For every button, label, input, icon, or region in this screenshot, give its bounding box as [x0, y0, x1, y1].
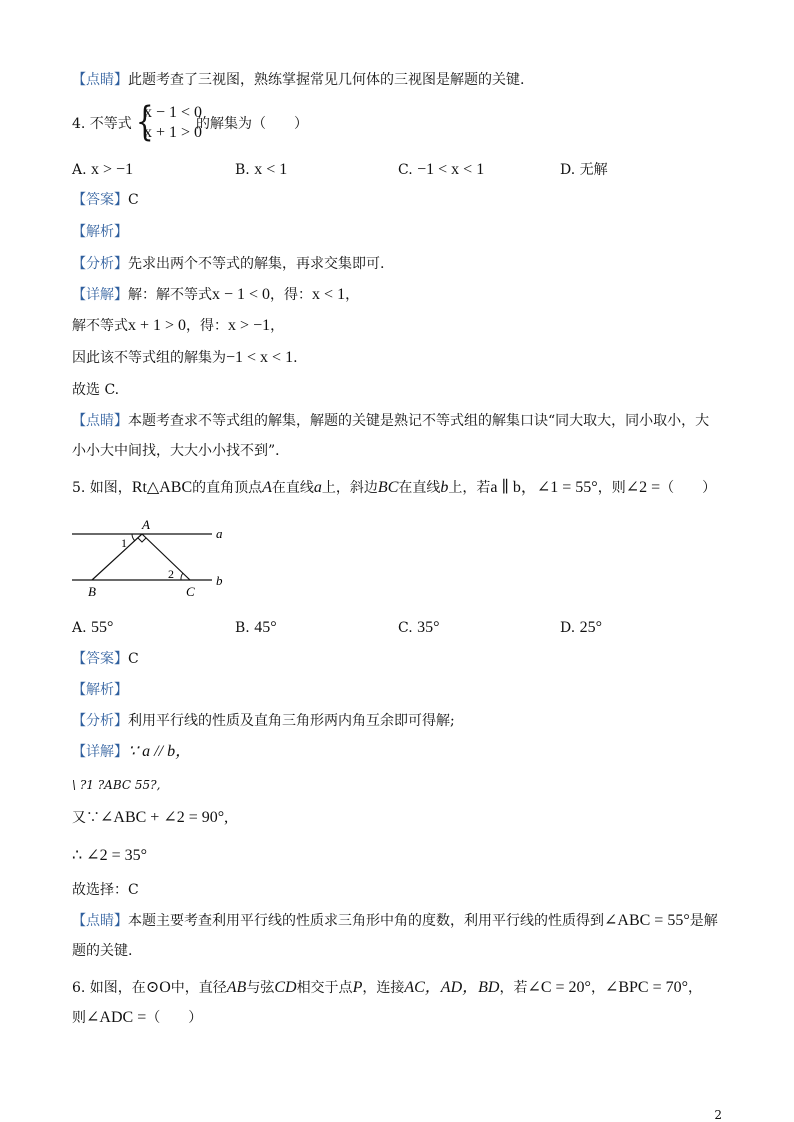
- math: x − 1 < 0: [212, 286, 271, 303]
- tag-fenxi: 【分析】: [72, 256, 128, 272]
- angle1-arc: [132, 534, 135, 541]
- dianjing-text: 此题考查了三视图，熟练掌握常见几何体的三视图是解题的关键.: [128, 72, 525, 88]
- math: AC，AD，BD: [404, 979, 500, 996]
- right-angle-mark: [138, 538, 146, 542]
- text: 6. 如图，在: [72, 980, 146, 996]
- text: ，得：: [186, 318, 229, 334]
- q4-xiangjie-1: [72, 285, 359, 305]
- text: .: [293, 350, 298, 366]
- text: 中，直径: [170, 980, 227, 996]
- q4-dianjing-2: 小小大中间找，大大小小找不到”．: [72, 443, 290, 459]
- option-math: −1 < x < 1: [417, 161, 485, 178]
- text: 上，斜边: [321, 480, 378, 496]
- math: x + 1 > 0: [128, 317, 187, 334]
- q5-xiangjie-2: \ ?1 ?ABC 55?,: [72, 778, 161, 792]
- text: ，得：: [270, 287, 313, 303]
- math: ∠BPC = 70°: [604, 979, 689, 996]
- q5-option-a: [72, 618, 113, 638]
- text: （ ）: [660, 480, 717, 496]
- option-label: C.: [398, 162, 413, 178]
- text: 在直线: [271, 480, 314, 496]
- text: 与弦: [246, 980, 275, 996]
- q5-option-c: [398, 618, 440, 638]
- label-B: B: [88, 584, 96, 599]
- math: BC: [377, 479, 399, 496]
- option-label: A.: [72, 620, 87, 636]
- tag-answer: 【答案】: [72, 651, 128, 667]
- brace-glyph: {: [135, 99, 154, 145]
- math: ∴ ∠2 = 35°: [72, 847, 148, 864]
- tag-xiangjie: 【详解】: [72, 744, 128, 760]
- q5-xiangjie-3: [72, 808, 228, 828]
- tag-jiexi: 【解析】: [72, 682, 128, 698]
- q4-dianjing-1: [72, 411, 709, 431]
- text: ，若: [499, 980, 528, 996]
- fenxi-text: 先求出两个不等式的解集，再求交集即可.: [128, 256, 385, 272]
- q4-stem-tail: 的解集为（ ）: [196, 116, 308, 132]
- q5-guxuan: 故选择：C: [72, 882, 139, 898]
- text: ，: [345, 287, 360, 303]
- q4-number: 4. 不等式: [72, 116, 132, 132]
- q4-row2: x + 1 > 0: [144, 124, 203, 141]
- text: ，: [270, 318, 285, 334]
- tag-jiexi: 【解析】: [72, 224, 128, 240]
- math: ∵ a // b，: [128, 743, 192, 760]
- math: ∠ABC + ∠2 = 90°,: [100, 809, 229, 826]
- q4-option-c: [398, 160, 484, 180]
- option-math: 25°: [579, 619, 603, 636]
- text: 在直线: [398, 480, 441, 496]
- q5-stem: [72, 478, 716, 498]
- q5-figure: [66, 512, 236, 604]
- angle2-arc: [181, 573, 183, 580]
- q5-jiexi: [72, 680, 128, 700]
- q4-option-b: [235, 160, 287, 180]
- answer-value: C: [128, 651, 139, 667]
- text: ，: [590, 980, 605, 996]
- text: ，则: [597, 480, 626, 496]
- math: CD: [274, 979, 297, 996]
- q4-xiangjie-2: [72, 316, 284, 336]
- math: AB: [226, 979, 247, 996]
- q5-dianjing-2: 题的关键.: [72, 943, 133, 959]
- math: ∠C = 20°: [527, 979, 591, 996]
- text: 上，若: [448, 480, 491, 496]
- q4-guxuan: 故选 C.: [72, 382, 120, 398]
- fenxi-text: 利用平行线的性质及直角三角形两内角互余即可得解;: [128, 713, 455, 729]
- option-math: 55°: [91, 619, 114, 636]
- tag-dianjing: 【点睛】: [72, 913, 128, 929]
- math: P: [352, 979, 363, 996]
- q4-inequality-system: [132, 99, 203, 145]
- text: 相交于点: [296, 980, 353, 996]
- math: b: [440, 479, 449, 496]
- q5-answer: [72, 649, 139, 669]
- tag-answer: 【答案】: [72, 192, 128, 208]
- q5-dianjing-1: [72, 911, 718, 931]
- math: ∠ADC =: [86, 1009, 147, 1026]
- q5-xiangjie-1: [72, 742, 191, 762]
- tag-dianjing: 【点睛】: [72, 72, 128, 88]
- q6-stem-2: [72, 1008, 202, 1028]
- text: （ ）: [146, 1010, 203, 1026]
- dianjing-line: [72, 70, 524, 90]
- q4-row1: x − 1 < 0: [144, 104, 203, 121]
- math: A: [262, 479, 272, 496]
- label-2: 2: [168, 567, 174, 581]
- tag-fenxi: 【分析】: [72, 713, 128, 729]
- math: −1 < x < 1: [226, 349, 294, 366]
- label-1: 1: [121, 536, 127, 550]
- q5-option-b: [235, 618, 277, 638]
- math: ⊙O: [145, 979, 171, 996]
- q4-answer: [72, 190, 139, 210]
- text: 因此该不等式组的解集为: [72, 350, 226, 366]
- math: x < 1: [312, 286, 346, 303]
- q5-xiangjie-4: [72, 846, 147, 866]
- text: 5. 如图，: [72, 480, 132, 496]
- math: Rt△ABC: [131, 479, 193, 496]
- text: ，连接: [362, 980, 405, 996]
- q4-option-d: [560, 160, 608, 180]
- math: a: [313, 479, 322, 496]
- q6-stem-1: [72, 978, 702, 998]
- tag-dianjing: 【点睛】: [72, 413, 128, 429]
- q5-fenxi: [72, 711, 455, 731]
- math: x > −1: [228, 317, 271, 334]
- q4-jiexi: [72, 222, 128, 242]
- text: 解：解不等式: [128, 287, 212, 303]
- q4-xiangjie-3: [72, 348, 298, 368]
- text: 的直角顶点: [192, 480, 263, 496]
- math: a ∥ b，∠1 = 55°: [490, 479, 598, 496]
- text: 解不等式: [72, 318, 128, 334]
- option-math: x > −1: [91, 161, 134, 178]
- q4-fenxi: [72, 254, 384, 274]
- math: ∠2 =: [625, 479, 661, 496]
- label-b: b: [216, 573, 223, 588]
- label-C: C: [186, 584, 195, 599]
- option-label: D.: [560, 162, 576, 178]
- text: 又∵: [72, 810, 100, 826]
- label-A: A: [142, 517, 150, 532]
- text: 则: [72, 1010, 86, 1026]
- option-math: 35°: [417, 619, 440, 636]
- option-label: B.: [235, 162, 250, 178]
- dianjing-text: 本题考查求不等式组的解集，解题的关键是熟记不等式组的解集口诀“同大取大，同小取小，大: [128, 413, 710, 429]
- math: ∠ABC = 55°: [604, 912, 690, 929]
- option-label: A.: [72, 162, 87, 178]
- label-a: a: [216, 526, 223, 541]
- option-math: x < 1: [254, 161, 288, 178]
- tag-xiangjie: 【详解】: [72, 287, 128, 303]
- option-math: 45°: [254, 619, 277, 636]
- option-math: 无解: [579, 162, 608, 178]
- option-label: C.: [398, 620, 413, 636]
- q5-option-d: [560, 618, 602, 638]
- page-number: 2: [714, 1108, 722, 1122]
- option-label: D.: [560, 620, 576, 636]
- option-label: B.: [235, 620, 250, 636]
- answer-value: C: [128, 192, 139, 208]
- q4-stem: [72, 114, 132, 134]
- text: 本题主要考查利用平行线的性质求三角形中角的度数，利用平行线的性质得到: [128, 913, 604, 929]
- q4-option-a: [72, 160, 133, 180]
- text: ，: [688, 980, 703, 996]
- text: 是解: [689, 913, 718, 929]
